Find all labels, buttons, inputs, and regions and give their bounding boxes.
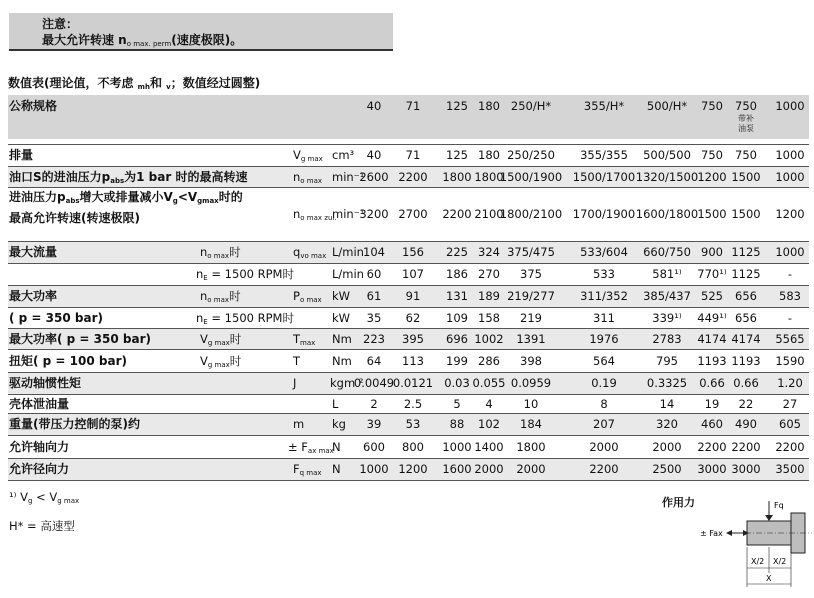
table-cell: 1125 <box>731 245 761 259</box>
label-text: 油口S的进油压力p <box>9 169 111 184</box>
table-cell: 583 <box>779 289 801 303</box>
row-label <box>9 440 69 454</box>
symbol-text: n <box>293 169 301 184</box>
table-cell: 2200 <box>442 207 472 221</box>
symbol-text: T <box>293 353 301 368</box>
table-cell: 1500 <box>697 207 727 221</box>
header-col: 500/H* <box>646 99 688 113</box>
row-divider <box>8 480 809 481</box>
table-cell: 1000 <box>359 462 389 476</box>
table-cell: 4174 <box>697 331 727 346</box>
subscript: g max <box>207 360 230 369</box>
row-divider <box>8 394 809 395</box>
subscript: gmax <box>197 197 219 205</box>
table-cell: 199 <box>446 353 468 368</box>
table-cell: 109 <box>446 310 468 325</box>
table-cell: 40 <box>366 148 382 162</box>
subscript: ax max <box>307 446 334 455</box>
table-cell: 156 <box>402 245 424 259</box>
table-cell: 1125 <box>731 267 761 281</box>
table-cell: 2500 <box>652 462 682 476</box>
table-cell: 1000 <box>775 245 805 259</box>
header-col: 750 <box>735 99 757 113</box>
label-text: 重量(带压力控制的泵)约 <box>9 417 140 431</box>
note-text: 最大允许转速 $n_{o max. perm}$(速度极限)。 <box>42 33 243 48</box>
table-cell: 2200 <box>775 439 805 454</box>
table-cell: 1590 <box>775 353 805 368</box>
header-col: 1000 <box>775 99 805 113</box>
subscript: o max <box>207 252 230 260</box>
table-cell: 1000 <box>442 439 472 454</box>
table-cell: 1400 <box>474 439 504 454</box>
cond-text: V <box>200 331 208 346</box>
fax-arrow-left-icon <box>726 530 732 536</box>
header-col: 40 <box>366 99 382 113</box>
table-cell: 1700/1900 <box>572 207 636 221</box>
table-cell: 113 <box>402 353 424 368</box>
subscript: q max <box>299 469 322 477</box>
table-cell: 375 <box>520 267 542 281</box>
section-title: 数值表(理论值，不考虑 $_{mh}$和 $_v$；数值经过圆整) <box>8 76 261 91</box>
label-text: 驱动轴惯性矩 <box>9 376 82 390</box>
table-cell: 1200 <box>775 207 805 221</box>
row-symbol <box>293 417 304 431</box>
row-symbol <box>293 148 323 166</box>
row-divider <box>8 166 809 167</box>
row-symbol <box>293 207 337 225</box>
cond-text: n <box>196 267 204 281</box>
row-label <box>9 148 33 162</box>
row-unit: Nm <box>332 331 352 346</box>
label-text: 时的 <box>218 190 243 204</box>
table-cell: 88 <box>449 417 465 431</box>
table-cell: 4174 <box>731 331 761 346</box>
table-cell: 186 <box>446 267 468 281</box>
table-cell: 339¹⁾ <box>652 310 682 325</box>
table-cell: 2200 <box>731 439 761 454</box>
row-unit: kW <box>332 310 351 325</box>
table-cell: 355/355 <box>580 148 628 162</box>
table-cell: 0.3325 <box>646 376 688 390</box>
row-condition <box>196 267 294 285</box>
table-cell: 1800/2100 <box>499 207 563 221</box>
label-text: 最大功率 <box>9 289 58 303</box>
row-label <box>9 376 81 390</box>
table-cell: 0.0121 <box>392 376 434 390</box>
footnote-2: H* = 高速型 <box>9 519 75 533</box>
table-cell: 2000 <box>516 462 546 476</box>
row-symbol <box>293 462 322 480</box>
table-cell: 27 <box>782 396 798 411</box>
table-cell: 1000 <box>775 169 805 184</box>
symbol-text: q <box>293 245 301 259</box>
symbol-text: ± F <box>288 439 308 454</box>
cond-text: V <box>200 353 208 368</box>
table-cell: 750 <box>701 148 723 162</box>
table-cell: 525 <box>701 289 723 303</box>
table-cell: 8 <box>600 396 608 411</box>
table-cell: 219/277 <box>507 289 555 303</box>
row-label <box>9 170 247 188</box>
table-cell: 564 <box>593 353 615 368</box>
row-label <box>9 462 69 476</box>
cond-text: = 1500 RPM时 <box>207 310 294 325</box>
table-cell: 180 <box>478 148 500 162</box>
table-cell: 10 <box>523 396 539 411</box>
table-cell: 19 <box>704 396 720 411</box>
row-unit: cm³ <box>332 148 355 162</box>
row-divider <box>8 307 809 308</box>
table-cell: 385/437 <box>643 289 691 303</box>
row-unit: L <box>332 396 339 411</box>
row-label <box>9 245 57 259</box>
table-cell: 4 <box>485 396 493 411</box>
table-cell: 600 <box>363 439 385 454</box>
table-cell: 398 <box>520 353 542 368</box>
table-cell: 1200 <box>398 462 428 476</box>
row-divider <box>8 372 809 373</box>
table-cell: 311 <box>593 310 615 325</box>
row-unit: N <box>332 439 341 454</box>
row-symbol <box>293 354 300 368</box>
table-cell: 2200 <box>697 439 727 454</box>
table-cell: 2783 <box>652 331 682 346</box>
table-cell: 1002 <box>474 331 504 346</box>
label-text: 增大或排量减小V <box>79 190 173 204</box>
label-text: 壳体泄油量 <box>9 396 70 411</box>
header-col: 355/H* <box>583 99 625 113</box>
table-cell: 61 <box>366 289 382 303</box>
subscript: g max <box>207 338 230 347</box>
row-divider <box>8 144 809 145</box>
table-cell: 91 <box>405 289 421 303</box>
note-box <box>9 13 393 51</box>
table-cell: 581¹⁾ <box>652 267 682 281</box>
fq-label: Fq <box>774 501 784 510</box>
table-cell: 189 <box>478 289 500 303</box>
cond-text: 时 <box>229 289 241 303</box>
table-cell: 14 <box>659 396 675 411</box>
label-text: 允许轴向力 <box>9 439 70 454</box>
table-cell: 1391 <box>516 331 546 346</box>
label-text: 为1 bar 时的最高转速 <box>124 169 248 184</box>
table-cell: 3000 <box>731 462 761 476</box>
table-cell: 2600 <box>359 169 389 184</box>
table-cell: 0.66 <box>733 376 759 390</box>
subscript: o max <box>299 296 322 304</box>
row-label <box>9 190 243 208</box>
force-diagram <box>690 495 814 595</box>
table-cell: 1800 <box>474 169 504 184</box>
subscript: o max <box>300 176 323 185</box>
table-cell: 1000 <box>775 148 805 162</box>
table-cell: 207 <box>593 417 615 431</box>
row-label <box>9 397 69 411</box>
header-label: 公称规格 <box>9 99 58 113</box>
subscript: vo max <box>300 252 327 260</box>
fax-label: ± Fax <box>700 529 723 538</box>
table-cell: 656 <box>735 310 757 325</box>
table-cell: 35 <box>366 310 382 325</box>
header-col: 71 <box>405 99 421 113</box>
table-cell: 1193 <box>697 353 727 368</box>
row-unit: kg <box>332 417 346 431</box>
subscript: o max zul. <box>300 214 337 222</box>
subscript: o max <box>207 296 230 304</box>
table-cell: 2200 <box>398 169 428 184</box>
row-symbol <box>293 245 326 263</box>
table-cell: 800 <box>402 439 424 454</box>
table-cell: 22 <box>738 396 754 411</box>
label-text: 最大流量 <box>9 245 58 259</box>
table-cell: 107 <box>402 267 424 281</box>
table-cell: 219 <box>520 310 542 325</box>
table-cell: 395 <box>402 331 424 346</box>
table-cell: 656 <box>735 289 757 303</box>
table-cell: 225 <box>446 245 468 259</box>
table-cell: 5565 <box>775 331 805 346</box>
table-cell: 500/500 <box>643 148 691 162</box>
row-condition <box>196 311 294 329</box>
table-cell: 324 <box>478 245 500 259</box>
table-cell: 320 <box>656 417 678 431</box>
symbol-text: J <box>293 376 297 390</box>
table-cell: 2200 <box>589 462 619 476</box>
table-cell: 64 <box>366 353 382 368</box>
table-cell: 460 <box>701 417 723 431</box>
table-cell: 605 <box>779 417 801 431</box>
row-divider <box>8 349 809 350</box>
table-cell: 770¹⁾ <box>697 267 727 281</box>
label-text: 扭矩( p = 100 bar) <box>9 353 127 368</box>
table-cell: 1600/1800 <box>635 207 699 221</box>
header-col-extra: 油泵 <box>738 124 754 133</box>
table-cell: 1500 <box>731 169 761 184</box>
table-cell: 0.03 <box>444 376 470 390</box>
symbol-text: F <box>293 462 300 476</box>
table-cell: 102 <box>478 417 500 431</box>
table-cell: 39 <box>366 417 382 431</box>
row-label <box>9 354 127 368</box>
table-cell: 750 <box>735 148 757 162</box>
table-cell: 1976 <box>589 331 619 346</box>
half-x-label-1: X/2 <box>751 557 765 566</box>
footnote-1: ¹⁾ $V_g < V_{g max}$ <box>9 490 80 505</box>
table-cell: 53 <box>405 417 421 431</box>
table-cell: 2.5 <box>403 396 423 411</box>
table-cell: 2000 <box>652 439 682 454</box>
table-cell: 131 <box>446 289 468 303</box>
table-cell: 311/352 <box>580 289 628 303</box>
table-cell: 0.0049 <box>353 376 395 390</box>
table-cell: 2700 <box>398 207 428 221</box>
table-cell: 60 <box>366 267 382 281</box>
row-unit: N <box>332 462 341 476</box>
cond-text: n <box>200 245 208 259</box>
row-divider <box>8 458 809 459</box>
symbol-text: m <box>293 417 305 431</box>
subscript: g max <box>300 155 323 163</box>
row-symbol <box>293 289 322 307</box>
header-col: 180 <box>478 99 500 113</box>
table-cell: 1320/1500 <box>635 169 699 184</box>
table-cell: 1800 <box>442 169 472 184</box>
row-unit: L/min <box>332 245 364 259</box>
row-condition <box>200 354 241 372</box>
diagram-title: 作用力 <box>662 496 695 509</box>
subscript: abs <box>110 176 125 185</box>
table-cell: 71 <box>405 148 421 162</box>
row-symbol <box>293 376 296 390</box>
table-cell: 3200 <box>359 207 389 221</box>
table-cell: 0.19 <box>591 376 617 390</box>
table-cell: 1600 <box>442 462 472 476</box>
subscript: E <box>203 274 208 282</box>
table-cell: 125 <box>446 148 468 162</box>
symbol-text: V <box>293 148 301 162</box>
row-condition <box>200 332 241 350</box>
table-cell: 3500 <box>775 462 805 476</box>
row-unit: min⁻¹ <box>332 207 365 221</box>
row-divider <box>8 435 809 436</box>
row-symbol <box>293 332 315 350</box>
table-cell: 3000 <box>697 462 727 476</box>
cond-text: 时 <box>229 353 242 368</box>
table-cell: 104 <box>363 245 385 259</box>
label-text: 进油压力p <box>9 190 66 204</box>
subscript: E <box>203 317 208 326</box>
symbol-text: n <box>293 207 301 221</box>
half-x-label-2: X/2 <box>773 557 787 566</box>
table-cell: 795 <box>656 353 678 368</box>
row-divider <box>8 263 809 264</box>
row-divider <box>8 241 809 242</box>
row-unit: kW <box>332 289 351 303</box>
label-text: 允许径向力 <box>9 462 70 476</box>
table-cell: 62 <box>405 310 421 325</box>
label-text: 最大功率( p = 350 bar) <box>9 331 151 346</box>
table-cell: 184 <box>520 417 542 431</box>
label-text: <V <box>177 190 198 204</box>
cond-text: n <box>196 310 204 325</box>
row-symbol <box>288 440 334 458</box>
subscript: max <box>300 338 316 347</box>
table-cell: 2 <box>370 396 378 411</box>
label-text: ( p = 350 bar) <box>9 310 103 325</box>
header-col: 250/H* <box>510 99 552 113</box>
symbol-text: T <box>293 331 301 346</box>
table-cell: 250/250 <box>507 148 555 162</box>
table-cell: 1500 <box>731 207 761 221</box>
table-cell: 1.20 <box>777 376 803 390</box>
table-cell: 2000 <box>474 462 504 476</box>
table-cell: 490 <box>735 417 757 431</box>
table-cell: 2100 <box>474 207 504 221</box>
cond-text: 时 <box>229 331 242 346</box>
table-cell: 270 <box>478 267 500 281</box>
row-label-line2: 最高允许转速(转速极限) <box>9 211 140 225</box>
table-cell: 0.055 <box>472 376 506 390</box>
header-col-extra: 带补 <box>738 114 754 123</box>
cond-text: = 1500 RPM时 <box>207 267 294 281</box>
table-cell: 375/475 <box>507 245 555 259</box>
table-cell: 533 <box>593 267 615 281</box>
row-unit: min⁻¹ <box>332 169 365 184</box>
subscript: abs <box>65 197 80 205</box>
table-cell: - <box>787 267 793 281</box>
row-label <box>9 332 151 346</box>
symbol-text: P <box>293 289 300 303</box>
table-cell: 1193 <box>731 353 761 368</box>
row-divider <box>8 187 809 188</box>
table-cell: 5 <box>453 396 461 411</box>
row-divider <box>8 328 809 329</box>
table-cell: 533/604 <box>580 245 628 259</box>
table-cell: 0.0959 <box>510 376 552 390</box>
table-cell: 0.66 <box>699 376 725 390</box>
note-title: 注意： <box>42 17 79 31</box>
table-cell: 1200 <box>697 169 727 184</box>
row-condition <box>200 245 241 263</box>
table-cell: 1500/1900 <box>499 169 563 184</box>
row-label <box>9 417 140 431</box>
table-cell: 2000 <box>589 439 619 454</box>
row-label <box>9 311 103 325</box>
header-col: 125 <box>446 99 468 113</box>
row-label <box>9 289 57 303</box>
table-cell: 660/750 <box>643 245 691 259</box>
cond-text: 时 <box>229 245 241 259</box>
fq-arrow-icon <box>765 515 773 521</box>
table-cell: 696 <box>446 331 468 346</box>
row-condition <box>200 289 241 307</box>
row-divider <box>8 413 809 414</box>
row-unit: L/min <box>332 267 364 281</box>
row-divider <box>8 285 809 286</box>
table-cell: 1500/1700 <box>572 169 636 184</box>
label-text: 排量 <box>9 148 34 162</box>
table-cell: 900 <box>701 245 723 259</box>
subscript: g <box>172 197 178 205</box>
cond-text: n <box>200 289 208 303</box>
table-cell: 1800 <box>516 439 546 454</box>
header-col: 750 <box>701 99 723 113</box>
row-unit: Nm <box>332 353 352 368</box>
table-cell: 449¹⁾ <box>697 310 727 325</box>
row-unit: kgm ² <box>330 376 364 390</box>
x-label: X <box>766 574 772 583</box>
table-cell: 286 <box>478 353 500 368</box>
table-cell: - <box>787 310 793 325</box>
table-cell: 158 <box>478 310 500 325</box>
row-symbol <box>293 170 322 188</box>
table-cell: 223 <box>363 331 385 346</box>
